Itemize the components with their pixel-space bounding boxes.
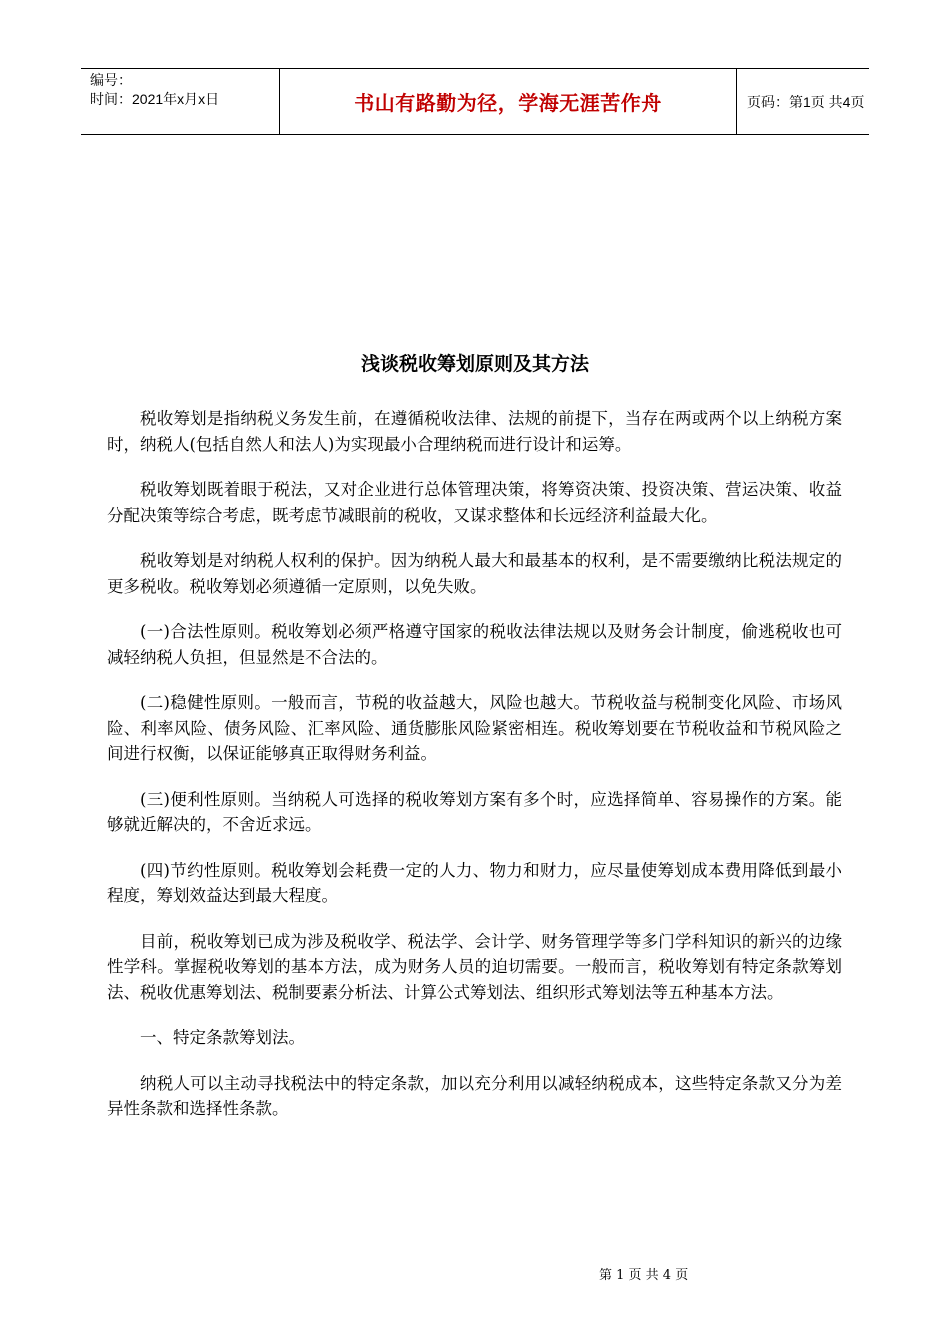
paragraph: 税收筹划是对纳税人权利的保护。因为纳税人最大和最基本的权利，是不需要缴纳比税法规定的更多税收。税收筹划必须遵循一定原则，以免失败。 <box>107 551 842 596</box>
paragraph: (一)合法性原则。税收筹划必须严格遵守国家的税收法律法规以及财务会计制度，偷逃税收也可减轻纳税人负担，但显然是不合法的。 <box>107 622 842 667</box>
paragraph: (四)节约性原则。税收筹划会耗费一定的人力、物力和财力，应尽量使筹划成本费用降低到最小程度，筹划效益达到最大程度。 <box>107 860 842 905</box>
paragraph: 税收筹划既着眼于税法，又对企业进行总体管理决策，将筹资决策、投资决策、营运决策、收益分配决策等综合考虑，既考虑节减眼前的税收，又谋求整体和长远经济利益最大化。 <box>107 480 842 525</box>
paragraph: (三)便利性原则。当纳税人可选择的税收筹划方案有多个时，应选择简单、容易操作的方案。能够就近解决的，不舍近求远。 <box>107 789 842 834</box>
section-heading: 一、特定条款筹划法。 <box>140 1028 305 1047</box>
document-date: 时间：2021年x月x日 <box>90 91 220 107</box>
document-header <box>81 68 869 135</box>
paragraph: 目前，税收筹划已成为涉及税收学、税法学、会计学、财务管理学等多门学科知识的新兴的边缘性学科。掌握税收筹划的基本方法，成为财务人员的迫切需要。一般而言，税收筹划有特定条款筹划法、税收优惠筹划法、税制要素分析法、计算公式筹划法、组织形式筹划法等五种基本方法。 <box>107 931 842 1002</box>
paragraph: 纳税人可以主动寻找税法中的特定条款，加以充分利用以减轻纳税成本，这些特定条款又分为差异性条款和选择性条款。 <box>107 1073 842 1118</box>
document-body <box>107 406 842 1142</box>
header-meta <box>81 69 280 134</box>
paragraph: (二)稳健性原则。一般而言，节税的收益越大，风险也越大。节税收益与税制变化风险、市场风险、利率风险、债务风险、汇率风险、通货膨胀风险紧密相连。税收筹划要在节税收益和节税风险之间进行权衡，以保证能够真正取得财务利益。 <box>107 693 842 763</box>
document-number-label: 编号： <box>90 72 132 88</box>
header-motto: 书山有路勤为径，学海无涯苦作舟 <box>280 69 737 134</box>
header-page-info: 页码：第1页 共4页 <box>747 93 865 110</box>
document-title: 浅谈税收筹划原则及其方法 <box>360 353 589 375</box>
paragraph: 税收筹划是指纳税义务发生前，在遵循税收法律、法规的前提下，当存在两或两个以上纳税方案时，纳税人(包括自然人和法人)为实现最小合理纳税而进行设计和运筹。 <box>107 409 842 454</box>
page-footer: 第 1 页 共 4 页 <box>599 1268 689 1283</box>
